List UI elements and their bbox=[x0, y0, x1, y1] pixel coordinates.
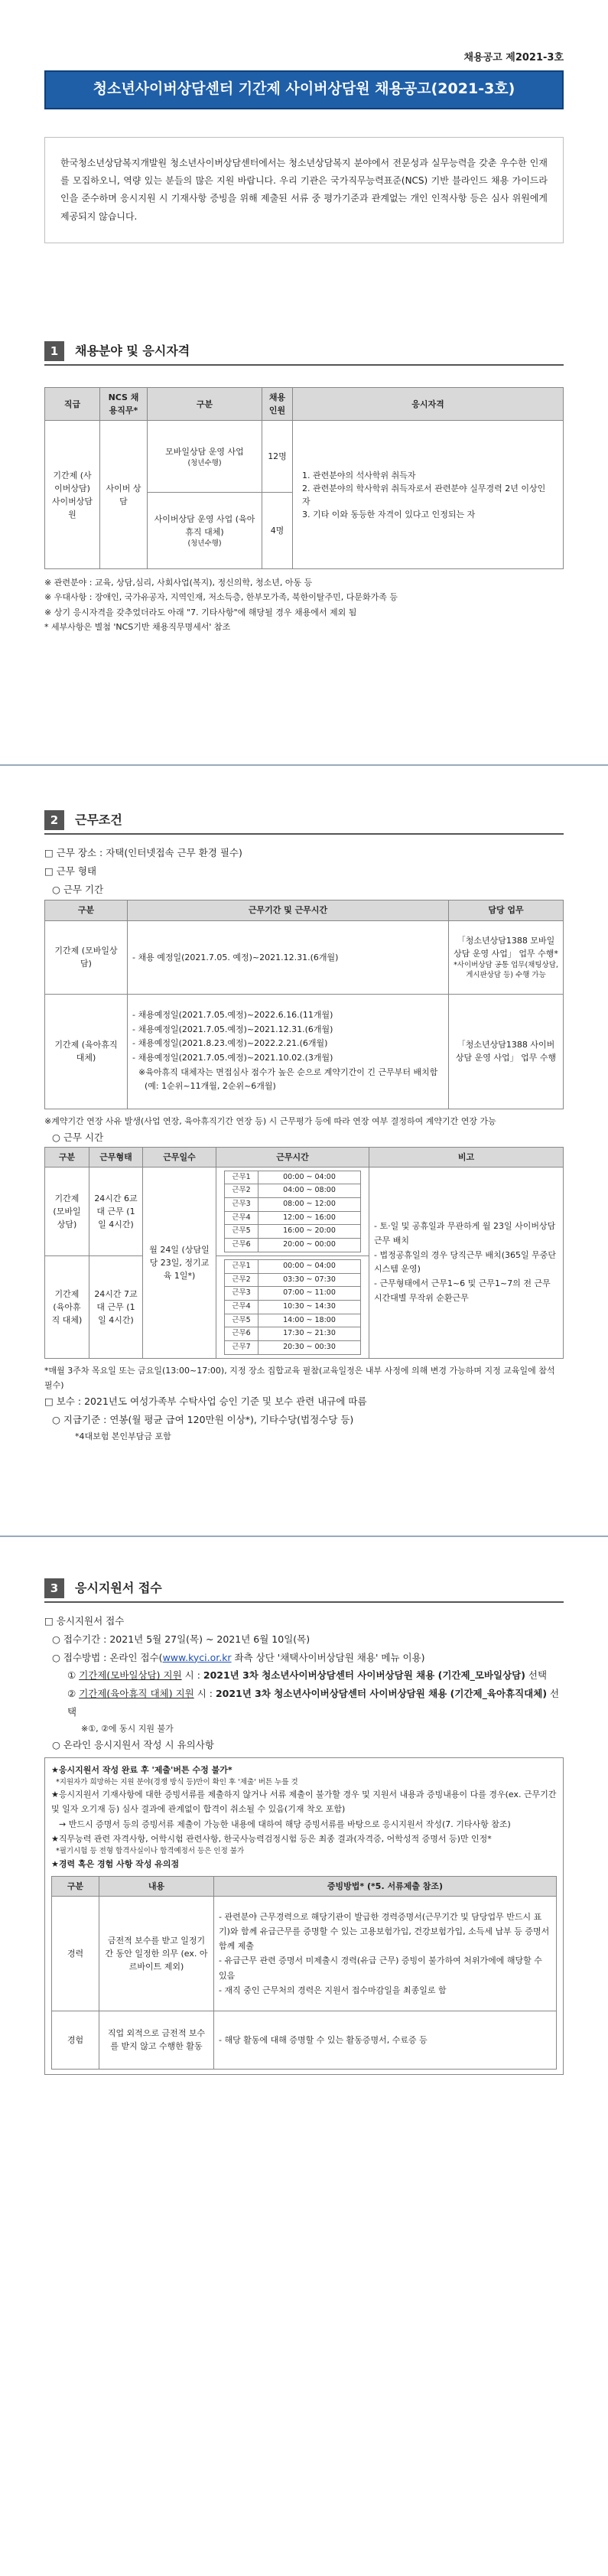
remark-2: - 법정공휴일의 경우 당직근무 배치(365일 무중단 시스템 운영) bbox=[374, 1249, 557, 1275]
shift-label: 근무5 bbox=[225, 1314, 258, 1327]
shift-row bbox=[225, 1184, 361, 1198]
cell-count-2: 4명 bbox=[262, 493, 293, 569]
section-title: 응시지원서 접수 bbox=[75, 1580, 162, 1595]
p2-type: 기간제 (육아휴직 대체) bbox=[45, 994, 128, 1109]
exp2-type: 경험 bbox=[52, 2011, 99, 2069]
exp1-type: 경력 bbox=[52, 1896, 99, 2011]
opt2-mid: 시 : bbox=[193, 1688, 216, 1700]
page-title: 청소년사이버상담센터 기간제 사이버상담원 채용공고(2021-3호) bbox=[44, 70, 564, 109]
caution-1: ★응시지원서 작성 완료 후 '제출'버튼 수정 불가* bbox=[51, 1764, 232, 1775]
opt1-pre: ① bbox=[67, 1669, 80, 1682]
th-quals: 응시자격 bbox=[293, 388, 564, 421]
period-table bbox=[44, 900, 564, 1109]
qual-3: 3. 기타 이와 동등한 자격이 있다고 인정되는 자 bbox=[302, 509, 476, 519]
shift-row bbox=[225, 1273, 361, 1287]
th-type: 구분 bbox=[45, 900, 128, 920]
option-1 bbox=[44, 1666, 564, 1685]
section-number: 3 bbox=[44, 1578, 64, 1598]
caution-4: ★경력 혹은 경험 사항 작성 유의점 bbox=[51, 1858, 180, 1869]
shift-label: 근무7 bbox=[225, 1341, 258, 1355]
p1-period: - 채용 예정일(2021.7.05. 예정)~2021.12.31.(6개월) bbox=[128, 920, 449, 994]
apply-method bbox=[44, 1649, 564, 1667]
th-t-days: 근무일수 bbox=[143, 1147, 216, 1167]
cell-div-2 bbox=[148, 493, 262, 569]
caution-2-sub: → 반드시 증명서 등의 증빙서류 제출이 가능한 내용에 대하여 해당 증빙서류를 바탕으로 응시지원서 작성(7. 기타사항 참조) bbox=[59, 1819, 511, 1829]
th-ncs: NCS 채용직무* bbox=[100, 388, 148, 421]
t2-form: 24시간 7교대 근무 (1일 4시간) bbox=[89, 1255, 143, 1358]
section-3-header bbox=[44, 1578, 564, 1603]
shift-row bbox=[225, 1327, 361, 1341]
note-2: ※ 우대사항 : 장애인, 국가유공자, 지역인재, 저소득층, 한부모가족, 북한이탈주민, 다문화가족 등 bbox=[44, 592, 398, 603]
div-2-label: 사이버상담 운영 사업 (육아휴직 대체) bbox=[154, 514, 255, 538]
shift-time: 00:00 ~ 04:00 bbox=[258, 1259, 361, 1273]
shift-label: 근무2 bbox=[225, 1184, 258, 1198]
note-4: * 세부사항은 별첨 'NCS기반 채용직무명세서' 참조 bbox=[44, 621, 231, 632]
shift-row bbox=[225, 1287, 361, 1301]
shift-label: 근무3 bbox=[225, 1287, 258, 1301]
shift-row bbox=[225, 1198, 361, 1212]
intro-paragraph: 한국청소년상담복지개발원 청소년사이버상담센터에서는 청소년상담복지 분야에서 전문성과 실무능력을 갖춘 우수한 인재를 모집하오니, 역량 있는 분들의 많은 지원 바랍니다. 우리 기관은 국가직무능력표준(NCS) 기반 블라인드 채용 가이드라인을 준수하며 응시지원 시 기재사항 증빙을 위해 제출된 서류 중 평가기준과 관계없는 개인 인적사항 등은 심사 위원에게 제공되지 않습니다. bbox=[44, 137, 564, 244]
method-post: 좌측 상단 '채택사이버상담원 채용' 메뉴 이용) bbox=[231, 1651, 425, 1663]
opt2-u: 기간제(육아휴직 대체) 지원 bbox=[79, 1688, 194, 1700]
t1-shift-table bbox=[224, 1171, 361, 1252]
p2-period-6: (예: 1순위~11개월, 2순위~6개월) bbox=[145, 1081, 276, 1092]
option-2 bbox=[44, 1685, 564, 1721]
caution-3-sub: *필기시험 등 전형 합격사실이나 합격예정서 등은 인정 불가 bbox=[56, 1847, 245, 1856]
section-title: 채용분야 및 응시자격 bbox=[75, 343, 190, 358]
edu-note: *매월 3주차 목요일 또는 금요일(13:00~17:00), 지정 장소 집합교육 필참(교육일정은 내부 사정에 의해 변경 가능하며 지정 교육일에 참석 필수) bbox=[44, 1365, 555, 1391]
th-period: 근무기간 및 근무시간 bbox=[128, 900, 449, 920]
caution-1-sub: *지원자가 희망하는 지원 분야(경쟁 방식 등)만이 확인 후 '제출' 버튼 누를 것 bbox=[56, 1777, 298, 1786]
exp2-proof: - 해당 활동에 대해 증명할 수 있는 활동증명서, 수료증 등 bbox=[214, 2011, 557, 2069]
shift-row bbox=[225, 1225, 361, 1239]
th-exp-content: 내용 bbox=[99, 1876, 214, 1896]
caution-box bbox=[44, 1757, 564, 2075]
exp1-content: 금전적 보수를 받고 일정기간 동안 일정한 의무 (ex. 아르바이트 제외) bbox=[99, 1896, 214, 2011]
th-t-form: 근무형태 bbox=[89, 1147, 143, 1167]
apply-head: □ 응시지원서 접수 bbox=[44, 1615, 125, 1627]
div-1-label: 모바일상담 운영 사업 bbox=[165, 446, 244, 457]
cell-count-1: 12명 bbox=[262, 421, 293, 493]
t-days: 월 24일 (상담일당 23일, 정기교육 1일*) bbox=[143, 1167, 216, 1358]
t2-shifts-cell bbox=[216, 1255, 369, 1358]
shift-label: 근무4 bbox=[225, 1301, 258, 1314]
shift-time: 10:30 ~ 14:30 bbox=[258, 1301, 361, 1314]
time-table bbox=[44, 1147, 564, 1359]
shift-time: 20:30 ~ 00:30 bbox=[258, 1341, 361, 1355]
p2-period-4: - 채용예정일(2021.7.05.예정)~2021.10.02.(3개월) bbox=[132, 1053, 333, 1063]
remark-3: - 근무형태에서 근무1~6 및 근무1~7의 전 근무시간대별 무작위 순환근무 bbox=[374, 1278, 551, 1303]
caution-2: ★응시지원서 기재사항에 대한 증빙서류를 제출하지 않거나 서류 제출이 불가할 경우 및 지원서 내용과 증빙내용이 다를 경우(ex. 근무기간 및 일자 오기재 등) 심사 결과에 관계없이 합격이 취소될 수 있음(기재 착오 포함) bbox=[51, 1790, 557, 1815]
shift-label: 근무2 bbox=[225, 1273, 258, 1287]
shift-label: 근무6 bbox=[225, 1239, 258, 1252]
th-count: 채용 인원 bbox=[262, 388, 293, 421]
th-exp-type: 구분 bbox=[52, 1876, 99, 1896]
work-place: □ 근무 장소 : 자택(인터넷접속 근무 환경 필수) bbox=[44, 847, 242, 859]
shift-row bbox=[225, 1239, 361, 1252]
shift-time: 14:00 ~ 18:00 bbox=[258, 1314, 361, 1327]
pay-line: □ 보수 : 2021년도 여성가족부 수탁사업 승인 기준 및 보수 관련 내규에 따름 bbox=[44, 1395, 367, 1408]
work-time-head: ○ 근무 시간 bbox=[52, 1131, 104, 1143]
th-rank: 직급 bbox=[45, 388, 100, 421]
p1-duty-sub: *사이버상담 공통 업무(채팅상담, 게시판상담 등) 수행 가능 bbox=[454, 960, 558, 980]
section-number: 2 bbox=[44, 810, 64, 830]
section-1-header bbox=[44, 341, 564, 366]
exp1-proof-cell bbox=[214, 1896, 557, 2011]
t1-type: 기간제 (모바일 상담) bbox=[45, 1167, 89, 1255]
shift-row bbox=[225, 1341, 361, 1355]
p1-duty-cell bbox=[449, 920, 564, 994]
shift-time: 08:00 ~ 12:00 bbox=[258, 1198, 361, 1212]
cell-ncs: 사이버 상담 bbox=[100, 421, 148, 569]
t-remarks-cell bbox=[369, 1167, 564, 1358]
th-duty: 담당 업무 bbox=[449, 900, 564, 920]
cell-rank: 기간제 (사이버상담) 사이버상담원 bbox=[45, 421, 100, 569]
shift-row bbox=[225, 1259, 361, 1273]
remark-1: - 토·일 및 공휴일과 무관하게 월 23일 사이버상담 근무 배치 bbox=[374, 1221, 556, 1246]
method-pre: ○ 접수방법 : 온라인 접수( bbox=[52, 1651, 163, 1663]
work-type: □ 근무 형태 bbox=[44, 865, 97, 877]
online-head: ○ 온라인 응시지원서 작성 시 유의사항 bbox=[52, 1738, 214, 1750]
caution-3: ★직무능력 관련 자격사항, 어학시험 관련사항, 한국사능력검정시험 등은 최종 결과(자격증, 어학성적 증명서 등)만 인정* bbox=[51, 1833, 492, 1844]
opt1-b: 2021년 3차 청소년사이버상담센터 사이버상담원 채용 (기간제_모바일상담) bbox=[203, 1669, 525, 1682]
th-div: 구분 bbox=[148, 388, 262, 421]
opt1-u: 기간제(모바일상담) 지원 bbox=[79, 1669, 182, 1682]
option-note: ※①, ②에 동시 지원 불가 bbox=[81, 1723, 174, 1734]
cell-div-1 bbox=[148, 421, 262, 493]
p1-type: 기간제 (모바일상담) bbox=[45, 920, 128, 994]
exp1-proof-2: - 유급근무 관련 증명서 미제출시 경력(유급 근무) 증빙이 불가하여 처위가에에 해당할 수 있음 bbox=[219, 1956, 542, 1981]
opt1-end: 선택 bbox=[525, 1669, 548, 1682]
p2-period-5: ※육아휴직 대체자는 면접심사 점수가 높은 순으로 계약기간이 긴 근무부터 배치함 bbox=[138, 1067, 438, 1077]
shift-time: 16:00 ~ 20:00 bbox=[258, 1225, 361, 1239]
shift-time: 07:00 ~ 11:00 bbox=[258, 1287, 361, 1301]
shift-row bbox=[225, 1171, 361, 1184]
p2-period-3: - 채용예정일(2021.8.23.예정)~2022.2.21.(6개월) bbox=[132, 1038, 328, 1049]
exp1-proof-1: - 관련분야 근무경력으로 해당기관이 발급한 경력증명서(근무기간 및 담당업무 반드시 표기)와 함께 유급근무를 증명할 수 있는 고용보험가입, 건강보험가입, 소득세 납부 등 증명서 함께 제출 bbox=[219, 1911, 550, 1952]
opt2-end: 선택 bbox=[67, 1688, 560, 1718]
work-period-head: ○ 근무 기간 bbox=[52, 883, 104, 895]
section-title: 근무조건 bbox=[75, 812, 122, 827]
cell-quals bbox=[293, 421, 564, 569]
apply-period: ○ 접수기간 : 2021년 5월 27일(목) ~ 2021년 6월 10일(목) bbox=[52, 1633, 311, 1645]
th-t-type: 구분 bbox=[45, 1147, 89, 1167]
shift-label: 근무4 bbox=[225, 1211, 258, 1225]
shift-time: 04:00 ~ 08:00 bbox=[258, 1184, 361, 1198]
section-2-header bbox=[44, 810, 564, 835]
pay-note: *4대보험 본인부담금 포함 bbox=[75, 1431, 171, 1441]
div-2-sub: (청년수행) bbox=[187, 539, 222, 549]
shift-label: 근무6 bbox=[225, 1327, 258, 1341]
experience-table bbox=[51, 1876, 557, 2070]
shift-label: 근무3 bbox=[225, 1198, 258, 1212]
p2-period-1: - 채용예정일(2021.7.05.예정)~2022.6.16.(11개월) bbox=[132, 1009, 333, 1020]
shift-label: 근무1 bbox=[225, 1259, 258, 1273]
section-number: 1 bbox=[44, 341, 64, 361]
qual-1: 1. 관련분야의 석사학위 취득자 bbox=[302, 470, 416, 480]
p2-duty: 「청소년상담1388 사이버상담 운영 사업」 업무 수행 bbox=[449, 994, 564, 1109]
note-1: ※ 관련분야 : 교육, 상담,심리, 사회사업(복지), 정신의학, 청소년, 아동 등 bbox=[44, 578, 313, 588]
extend-note: ※계약기간 연장 사유 발생(사업 연장, 육아휴직기간 연장 등) 시 근무평가 등에 따라 연장 여부 결정하여 계약기간 연장 가능 bbox=[44, 1115, 496, 1126]
shift-label: 근무1 bbox=[225, 1171, 258, 1184]
th-t-remark: 비고 bbox=[369, 1147, 564, 1167]
shift-label: 근무5 bbox=[225, 1225, 258, 1239]
pay-sub: ○ 지급기준 : 연봉(월 평균 급여 120만원 이상*), 기타수당(법정수당 등) bbox=[52, 1414, 354, 1426]
kyci-link[interactable]: www.kyci.or.kr bbox=[162, 1651, 232, 1663]
t2-type: 기간제 (육아휴직 대체) bbox=[45, 1255, 89, 1358]
shift-time: 20:00 ~ 00:00 bbox=[258, 1239, 361, 1252]
opt2-b: 2021년 3차 청소년사이버상담센터 사이버상담원 채용 (기간제_육아휴직대체) bbox=[215, 1688, 548, 1700]
shift-time: 17:30 ~ 21:30 bbox=[258, 1327, 361, 1341]
shift-row bbox=[225, 1301, 361, 1314]
note-3: ※ 상기 응시자격을 갖추었더라도 아래 "7. 기타사항"에 해당될 경우 채용에서 제외 됨 bbox=[44, 607, 357, 617]
p2-period-cell bbox=[128, 994, 449, 1109]
opt2-pre: ② bbox=[67, 1688, 80, 1700]
exp1-proof-3: - 재직 중인 근무처의 경력은 지원서 접수마감일을 최종일로 함 bbox=[219, 1985, 447, 1995]
recruit-table bbox=[44, 387, 564, 569]
shift-row bbox=[225, 1211, 361, 1225]
notice-number: 채용공고 제2021-3호 bbox=[463, 52, 564, 64]
th-t-time: 근무시간 bbox=[216, 1147, 369, 1167]
p1-duty: 「청소년상담1388 모바일상담 운영 사업」 업무 수행* bbox=[454, 935, 558, 959]
shift-time: 12:00 ~ 16:00 bbox=[258, 1211, 361, 1225]
qual-2: 2. 관련분야의 학사학위 취득자로서 관련분야 실무경력 2년 이상인 자 bbox=[302, 483, 546, 506]
exp2-content: 직업 외적으로 금전적 보수를 받지 않고 수행한 활동 bbox=[99, 2011, 214, 2069]
t1-form: 24시간 6교대 근무 (1일 4시간) bbox=[89, 1167, 143, 1255]
shift-time: 00:00 ~ 04:00 bbox=[258, 1171, 361, 1184]
p2-period-2: - 채용예정일(2021.7.05.예정)~2021.12.31.(6개월) bbox=[132, 1024, 333, 1034]
shift-row bbox=[225, 1314, 361, 1327]
div-1-sub: (청년수행) bbox=[187, 458, 222, 467]
t2-shift-table bbox=[224, 1259, 361, 1355]
shift-time: 03:30 ~ 07:30 bbox=[258, 1273, 361, 1287]
t1-shifts-cell bbox=[216, 1167, 369, 1255]
th-exp-proof: 증빙방법* (*5. 서류제출 참조) bbox=[214, 1876, 557, 1896]
opt1-mid: 시 : bbox=[181, 1669, 203, 1682]
